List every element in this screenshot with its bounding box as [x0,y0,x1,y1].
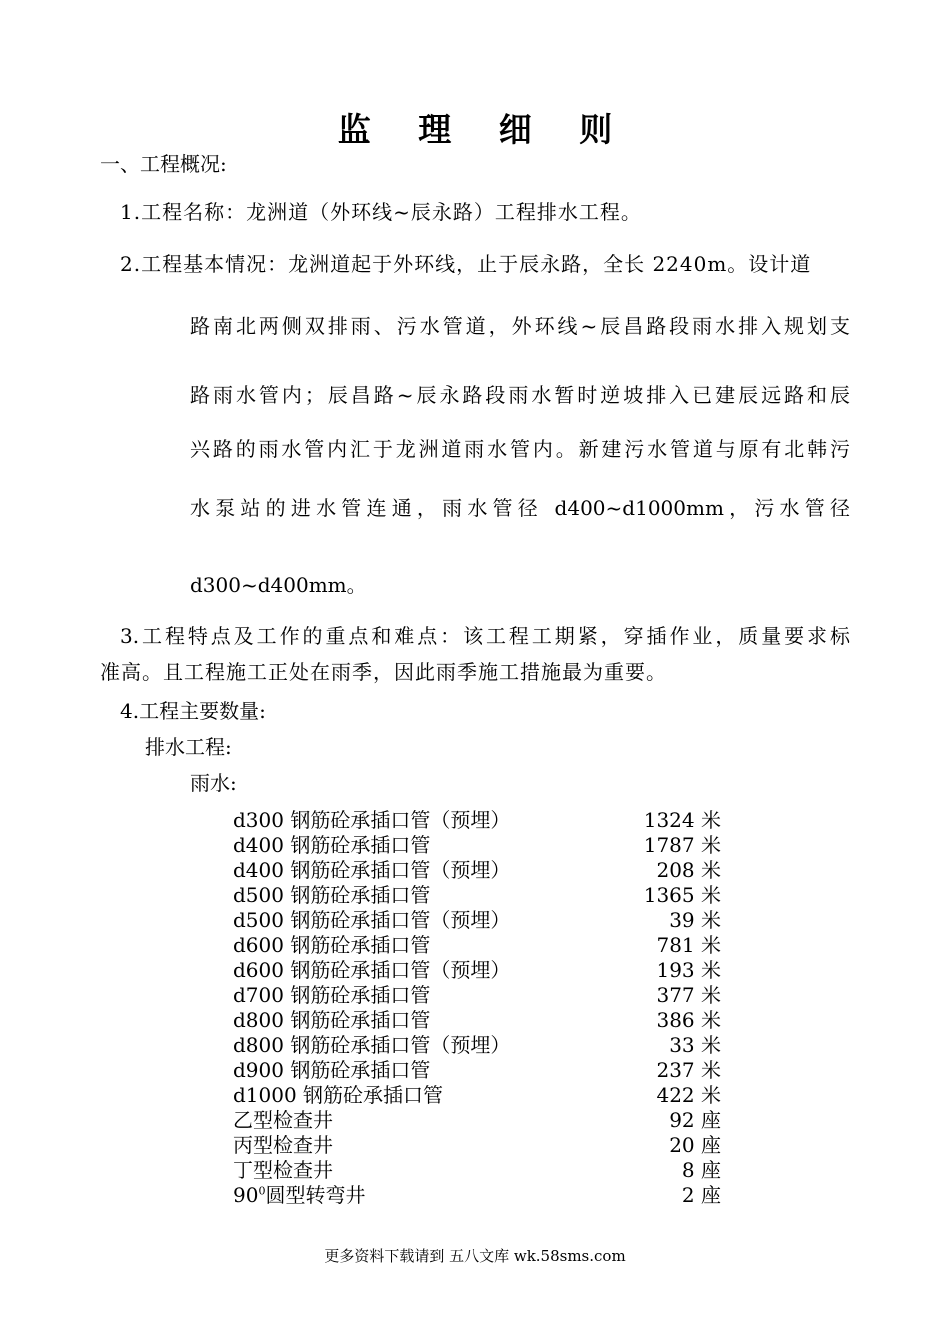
item-name: 丁型检查井 [233,1158,333,1182]
project-basic-info-line-6: d300~d400mm。 [190,573,367,597]
item-quantity: 1787 米 [643,833,721,857]
item-name: d500 钢筋砼承插口管 [233,883,431,907]
item-quantity: 237 米 [656,1058,721,1082]
item-name: d1000 钢筋砼承插口管 [233,1083,444,1107]
rainwater-label: 雨水: [190,771,237,795]
item-quantity: 1365 米 [643,883,721,907]
drainage-works-label: 排水工程: [145,735,232,759]
item-quantity: 2 座 [681,1183,721,1207]
project-basic-info-line-4: 兴路的雨水管内汇于龙洲道雨水管内。新建污水管道与原有北韩污 [190,437,850,461]
item-name-text: 圆型转弯井 [265,1183,366,1207]
item-name: d500 钢筋砼承插口管（预埋） [233,908,511,932]
section-heading-overview: 一、工程概况: [100,152,227,176]
item-name: d700 钢筋砼承插口管 [233,983,431,1007]
item-quantity: 781 米 [656,933,721,957]
item-name [233,1179,365,1208]
item-quantity: 193 米 [656,958,721,982]
item-quantity: 208 米 [656,858,721,882]
item-name: d400 钢筋砼承插口管（预埋） [233,858,511,882]
item-quantity: 92 座 [669,1108,721,1132]
project-features-line-1: 3.工程特点及工作的重点和难点：该工程工期紧，穿插作业，质量要求标 [120,624,850,648]
item-name: d800 钢筋砼承插口管 [233,1008,431,1032]
main-quantities-heading: 4.工程主要数量: [120,699,266,723]
document-title: 监 理 细 则 [337,110,631,149]
item-quantity: 386 米 [656,1008,721,1032]
item-name: d300 钢筋砼承插口管（预埋） [233,808,511,832]
project-features-line-2: 准高。且工程施工正处在雨季，因此雨季施工措施最为重要。 [100,660,667,684]
item-name: d600 钢筋砼承插口管（预埋） [233,958,511,982]
project-basic-info-line-5: 水泵站的进水管连通，雨水管径 d400~d1000mm，污水管径 [190,496,850,520]
item-name: d800 钢筋砼承插口管（预埋） [233,1033,511,1057]
item-name-number: 90 [233,1183,259,1207]
item-name: 乙型检查井 [233,1108,333,1132]
item-name: d400 钢筋砼承插口管 [233,833,431,857]
project-basic-info-line-3: 路雨水管内；辰昌路~辰永路段雨水暂时逆坡排入已建辰远路和辰 [190,383,850,407]
item-quantity: 377 米 [656,983,721,1007]
item-name: d900 钢筋砼承插口管 [233,1058,431,1082]
footer-download-note: 更多资料下载请到 五八文库 wk.58sms.com [324,1247,626,1265]
degree-superscript: 0 [258,1184,266,1198]
item-name: d600 钢筋砼承插口管 [233,933,431,957]
item-quantity: 33 米 [669,1033,721,1057]
project-basic-info-line-1: 2.工程基本情况：龙洲道起于外环线，止于辰永路，全长 2240m。设计道 [120,252,812,276]
item-quantity: 8 座 [681,1158,721,1182]
item-quantity: 422 米 [656,1083,721,1107]
project-name-line: 1.工程名称：龙洲道（外环线~辰永路）工程排水工程。 [120,200,642,224]
item-quantity: 20 座 [669,1133,721,1157]
item-quantity: 39 米 [669,908,721,932]
project-basic-info-line-2: 路南北两侧双排雨、污水管道，外环线~辰昌路段雨水排入规划支 [190,314,850,338]
item-quantity: 1324 米 [643,808,721,832]
item-name: 丙型检查井 [233,1133,333,1157]
